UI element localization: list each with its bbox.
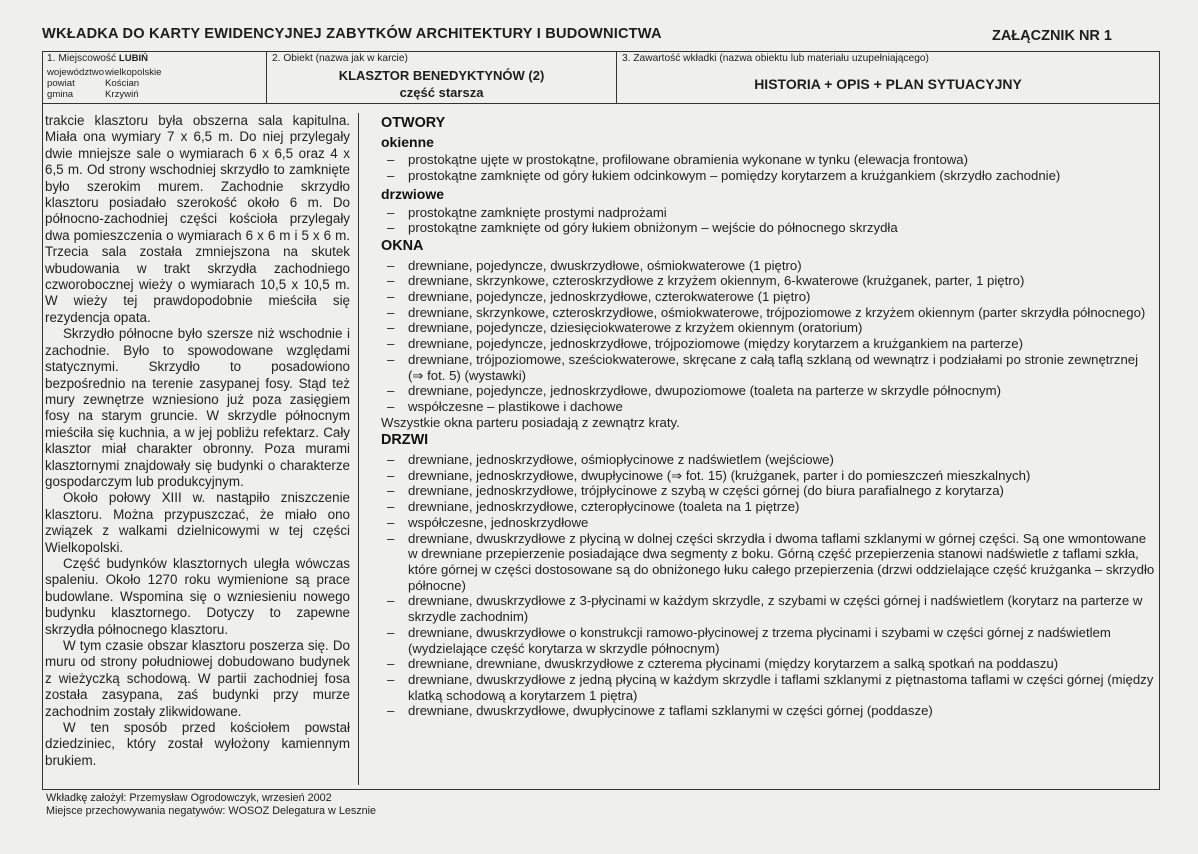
locality-label: 1. Miejscowość	[47, 53, 117, 64]
drzwi-heading: DRZWI	[381, 432, 429, 449]
list-item: – drewniane, jednoskrzydłowe, dwupłycinowe (⇒ fot. 15) (krużganek, parter i do pomieszczeń mieszkalnych)	[381, 468, 1157, 484]
drzwi-list	[381, 452, 1157, 719]
county-row	[47, 78, 139, 90]
negatives-storage-note: Miejsce przechowywania negatywów: WOSOZ Delegatura w Lesznie	[46, 805, 377, 817]
commune-value: Krzywiń	[105, 89, 139, 100]
author-note: Wkładkę założył: Przemysław Ogrodowczyk, wrzesień 2002	[46, 792, 332, 804]
okienne-heading: okienne	[381, 133, 434, 150]
content-cell	[617, 52, 1159, 104]
drzwiowe-heading: drzwiowe	[381, 185, 445, 202]
drzwiowe-list	[381, 205, 1157, 236]
list-item: – drewniane, dwuskrzydłowe z 3-płycinami w każdym skrzydle, z szybami w części górnej i nadświetlem (korytarz na parterze w skrzydle zachodnim)	[381, 593, 1157, 624]
list-item: – drewniane, drewniane, dwuskrzydłowe z czterema płycinami (między korytarzem a salką spotkań na poddaszu)	[381, 656, 1157, 672]
description-text	[381, 113, 1157, 793]
commune-key: gmina	[47, 89, 74, 100]
county-value: Kościan	[105, 78, 140, 89]
list-item: – drewniane, jednoskrzydłowe, czteropłycinowe (toaleta na 1 piętrze)	[381, 499, 1157, 515]
history-paragraph: Około połowy XIII w. nastąpiło zniszczenie klasztoru. Można przypuszczać, że miało ono związek z walkami dzielnicowymi w tej części Wielkopolski.	[45, 490, 350, 555]
list-item: – drewniane, dwuskrzydłowe o konstrukcji ramowo-płycinowej z trzema płycinami i szybami w części górnej z nadświetlem (wydzielające część korytarza w skrzydle północnym)	[381, 625, 1157, 656]
list-item: – drewniane, dwuskrzydłowe z jedną płyciną w każdym skrzydle i taflami szklanymi z piętnastoma taflami w części górnej (między klatką schodową a korytarzem 1 piętra)	[381, 672, 1157, 703]
content-label: 3. Zawartość wkładki (nazwa obiektu lub materiału uzupełniającego)	[622, 53, 929, 64]
list-item: – drewniane, skrzynkowe, czteroskrzydłowe z krzyżem okiennym, 6-kwaterowe (krużganek, parter, 1 piętro)	[381, 273, 1157, 289]
otwory-heading: OTWORY	[381, 115, 446, 131]
list-item: – prostokątne zamknięte prostymi nadprożami	[381, 205, 1157, 221]
voivodeship-row	[47, 67, 162, 79]
object-label: 2. Obiekt (nazwa jak w karcie)	[272, 53, 408, 64]
list-item: – drewniane, jednoskrzydłowe, trójpłycinowe z szybą w części górnej (do biura parafialnego z korytarza)	[381, 483, 1157, 499]
object-name: KLASZTOR BENEDYKTYNÓW (2)	[338, 68, 545, 83]
history-paragraph: W tym czasie obszar klasztoru poszerza się. Do muru od strony południowej dobudowano budynek z wieżyczką schodową. W partii zachodniej fosa została zasypana, zaś budynki przy murze zachodnim zostały zlikwidowane.	[45, 638, 350, 719]
list-item: – drewniane, dwuskrzydłowe, dwupłycinowe z taflami szklanymi w części górnej (poddasze)	[381, 703, 1157, 719]
locality-cell	[43, 52, 267, 104]
list-item: – drewniane, pojedyncze, dwuskrzydłowe, ośmiokwaterowe (1 piętro)	[381, 258, 1157, 274]
annex-label: ZAŁĄCZNIK NR 1	[991, 28, 1112, 44]
locality-label-line	[47, 53, 148, 65]
list-item: – współczesne, jednoskrzydłowe	[381, 515, 1157, 531]
record-frame	[42, 51, 1160, 790]
list-item: – prostokątne zamknięte od góry łukiem obniżonym – wejście do północnego skrzydła	[381, 220, 1157, 236]
commune-row	[47, 89, 139, 101]
history-paragraph: W ten sposób przed kościołem powstał dziedziniec, który został wyłożony kamiennym brukiem.	[45, 720, 350, 768]
voivodeship-value: wielkopolskie	[105, 67, 162, 78]
county-key: powiat	[47, 78, 75, 89]
list-item: – drewniane, pojedyncze, jednoskrzydłowe, czterokwaterowe (1 piętro)	[381, 289, 1157, 305]
list-item: – drewniane, skrzynkowe, czteroskrzydłowe, ośmiokwaterowe, trójpoziomowe z krzyżem okiennym (parter skrzydła północnego)	[381, 305, 1157, 321]
object-part: część starsza	[399, 85, 484, 100]
object-cell	[267, 52, 617, 104]
history-paragraph: trakcie klasztoru była obszerna sala kapitulna. Miała ona wymiary 7 x 6,5 m. Do niej przylegały dwie mniejsze sale o wymiarach 6 x 6,5 oraz 4 x 6,5 m. Od strony wschodniej skrzydło to zamknięte było szerokim murem. Zachodnie skrzydło klasztoru posiadało szerokość około 6 m. Do północno-zachodniej części kościoła przylegały dwa pomieszczenia o wymiarach 6 x 6 m i 5 x 6 m. Trzecia sala została zmniejszona na skutek wbudowania w trakt skrzydła zachodniego czworobocznej wieży o wymiarach 10,5 x 10,5 m. W wieży tej prawdopodobnie mieściła się rezydencja opata.	[45, 113, 350, 325]
okna-heading: OKNA	[381, 237, 424, 254]
list-item: – drewniane, trójpoziomowe, sześciokwaterowe, skręcane z całą taflą szklaną od wewnątrz i podziałami po stronie zewnętrznej (⇒ fot. 5) (wystawki)	[381, 352, 1157, 383]
voivodeship-key: województwo	[47, 67, 105, 78]
list-item: – drewniane, dwuskrzydłowe z płyciną w dolnej części skrzydła i dwoma taflami szklanymi w górnej części. Są one wmontowane w drewniane przepierzenie posiadające dwa segmenty z boku. Górną część przepierzenia stanowi nadświetle z taflami szkła, które górnej w części dostosowane są do obniżonego łuku całego przepierzenia (drzwi oddzielające część krużganka – skrzydło północne)	[381, 531, 1157, 594]
history-paragraph: Część budynków klasztornych uległa wówczas spaleniu. Około 1270 roku wymienione są prace budowlane. Wspomina się o wzniesieniu nowego budynku klasztornego. Dotyczy to zapewne skrzydła północnego klasztoru.	[45, 555, 350, 637]
list-item: – prostokątne zamknięte od góry łukiem odcinkowym – pomiędzy korytarzem a krużgankiem (skrzydło zachodnie)	[381, 168, 1157, 184]
okna-list	[381, 258, 1157, 415]
history-paragraph: Skrzydło północne było szersze niż wschodnie i zachodnie. Było to spowodowane względami statycznymi. Skrzydło to posadowiono bezpośrednio na terenie zasypanej fosy. Stąd też mury zewnętrze wzniesiono już poza zasięgiem fosy na starym gruncie. W skrzydle północnym mieściła się kuchnia, a w jej pobliżu refektarz. Cały klasztor miał charakter obronny. Poza murami klasztornymi znajdowały się budynki o charakterze gospodarczym lub produkcyjnym.	[45, 326, 350, 489]
content-title: HISTORIA + OPIS + PLAN SYTUACYJNY	[754, 76, 1022, 92]
list-item: – drewniane, pojedyncze, dziesięciokwaterowe z krzyżem okiennym (oratorium)	[381, 320, 1157, 336]
list-item: – drewniane, jednoskrzydłowe, ośmiopłycinowe z nadświetlem (wejściowe)	[381, 452, 1157, 468]
list-item: – prostokątne ujęte w prostokątne, profilowane obramienia wykonane w tynku (elewacja frontowa)	[381, 152, 1157, 168]
list-item: – drewniane, pojedyncze, jednoskrzydłowe, trójpoziomowe (między korytarzem a krużgankiem na parterze)	[381, 336, 1157, 352]
history-text	[45, 113, 359, 785]
locality-town: LUBIŃ	[118, 53, 148, 64]
list-item: – współczesne – plastikowe i dachowe	[381, 399, 1157, 415]
list-item: – drewniane, pojedyncze, jednoskrzydłowe, dwupoziomowe (toaleta na parterze w skrzydle północnym)	[381, 383, 1157, 399]
okienne-list	[381, 152, 1157, 183]
okna-note: Wszystkie okna parteru posiadają z zewnątrz kraty.	[381, 414, 680, 430]
document-title: WKŁADKA DO KARTY EWIDENCYJNEJ ZABYTKÓW ARCHITEKTURY I BUDOWNICTWA	[42, 26, 662, 42]
